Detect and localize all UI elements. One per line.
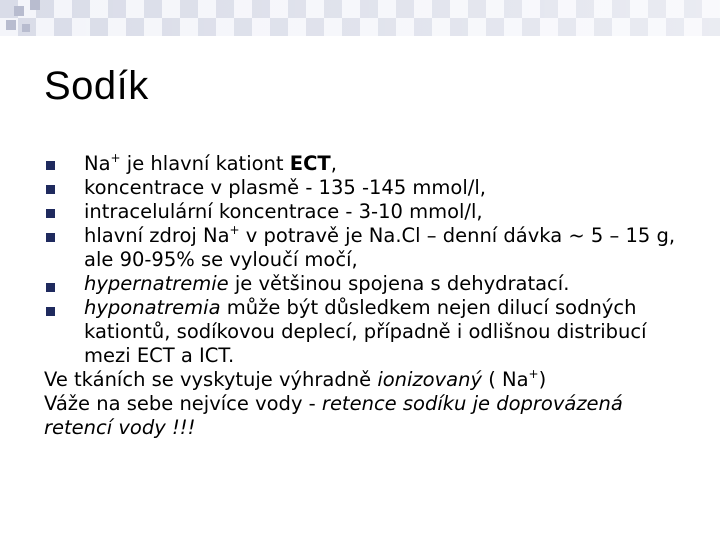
paragraph: Ve tkáních se vyskytuje výhradně ionizovaný ( Na+) — [44, 367, 547, 391]
slide-title: Sodík — [44, 64, 149, 108]
bullet-item: intracelulární koncentrace - 3-10 mmol/l, — [44, 200, 694, 224]
corner-decoration — [0, 0, 56, 40]
slide-body — [44, 152, 694, 440]
bullet-item: hyponatremia může být důsledkem nejen dilucí sodných kationtů, sodíkovou deplecí, případně i odlišnou distribucí mezi ECT a ICT. — [44, 296, 694, 368]
bullet-item: hypernatremie je většinou spojena s dehydratací. — [44, 272, 694, 296]
bullet-item: hlavní zdroj Na+ v potravě je Na.Cl – denní dávka ~ 5 – 15 g, ale 90-95% se vyloučí močí, — [44, 224, 694, 272]
header-decoration — [0, 0, 720, 36]
bullet-item: koncentrace v plasmě - 135 -145 mmol/l, — [44, 176, 694, 200]
paragraph: Váže na sebe nejvíce vody - retence sodíku je doprovázená retencí vody !!! — [44, 392, 623, 439]
bullet-item: Na+ je hlavní kationt ECT, — [44, 152, 694, 176]
